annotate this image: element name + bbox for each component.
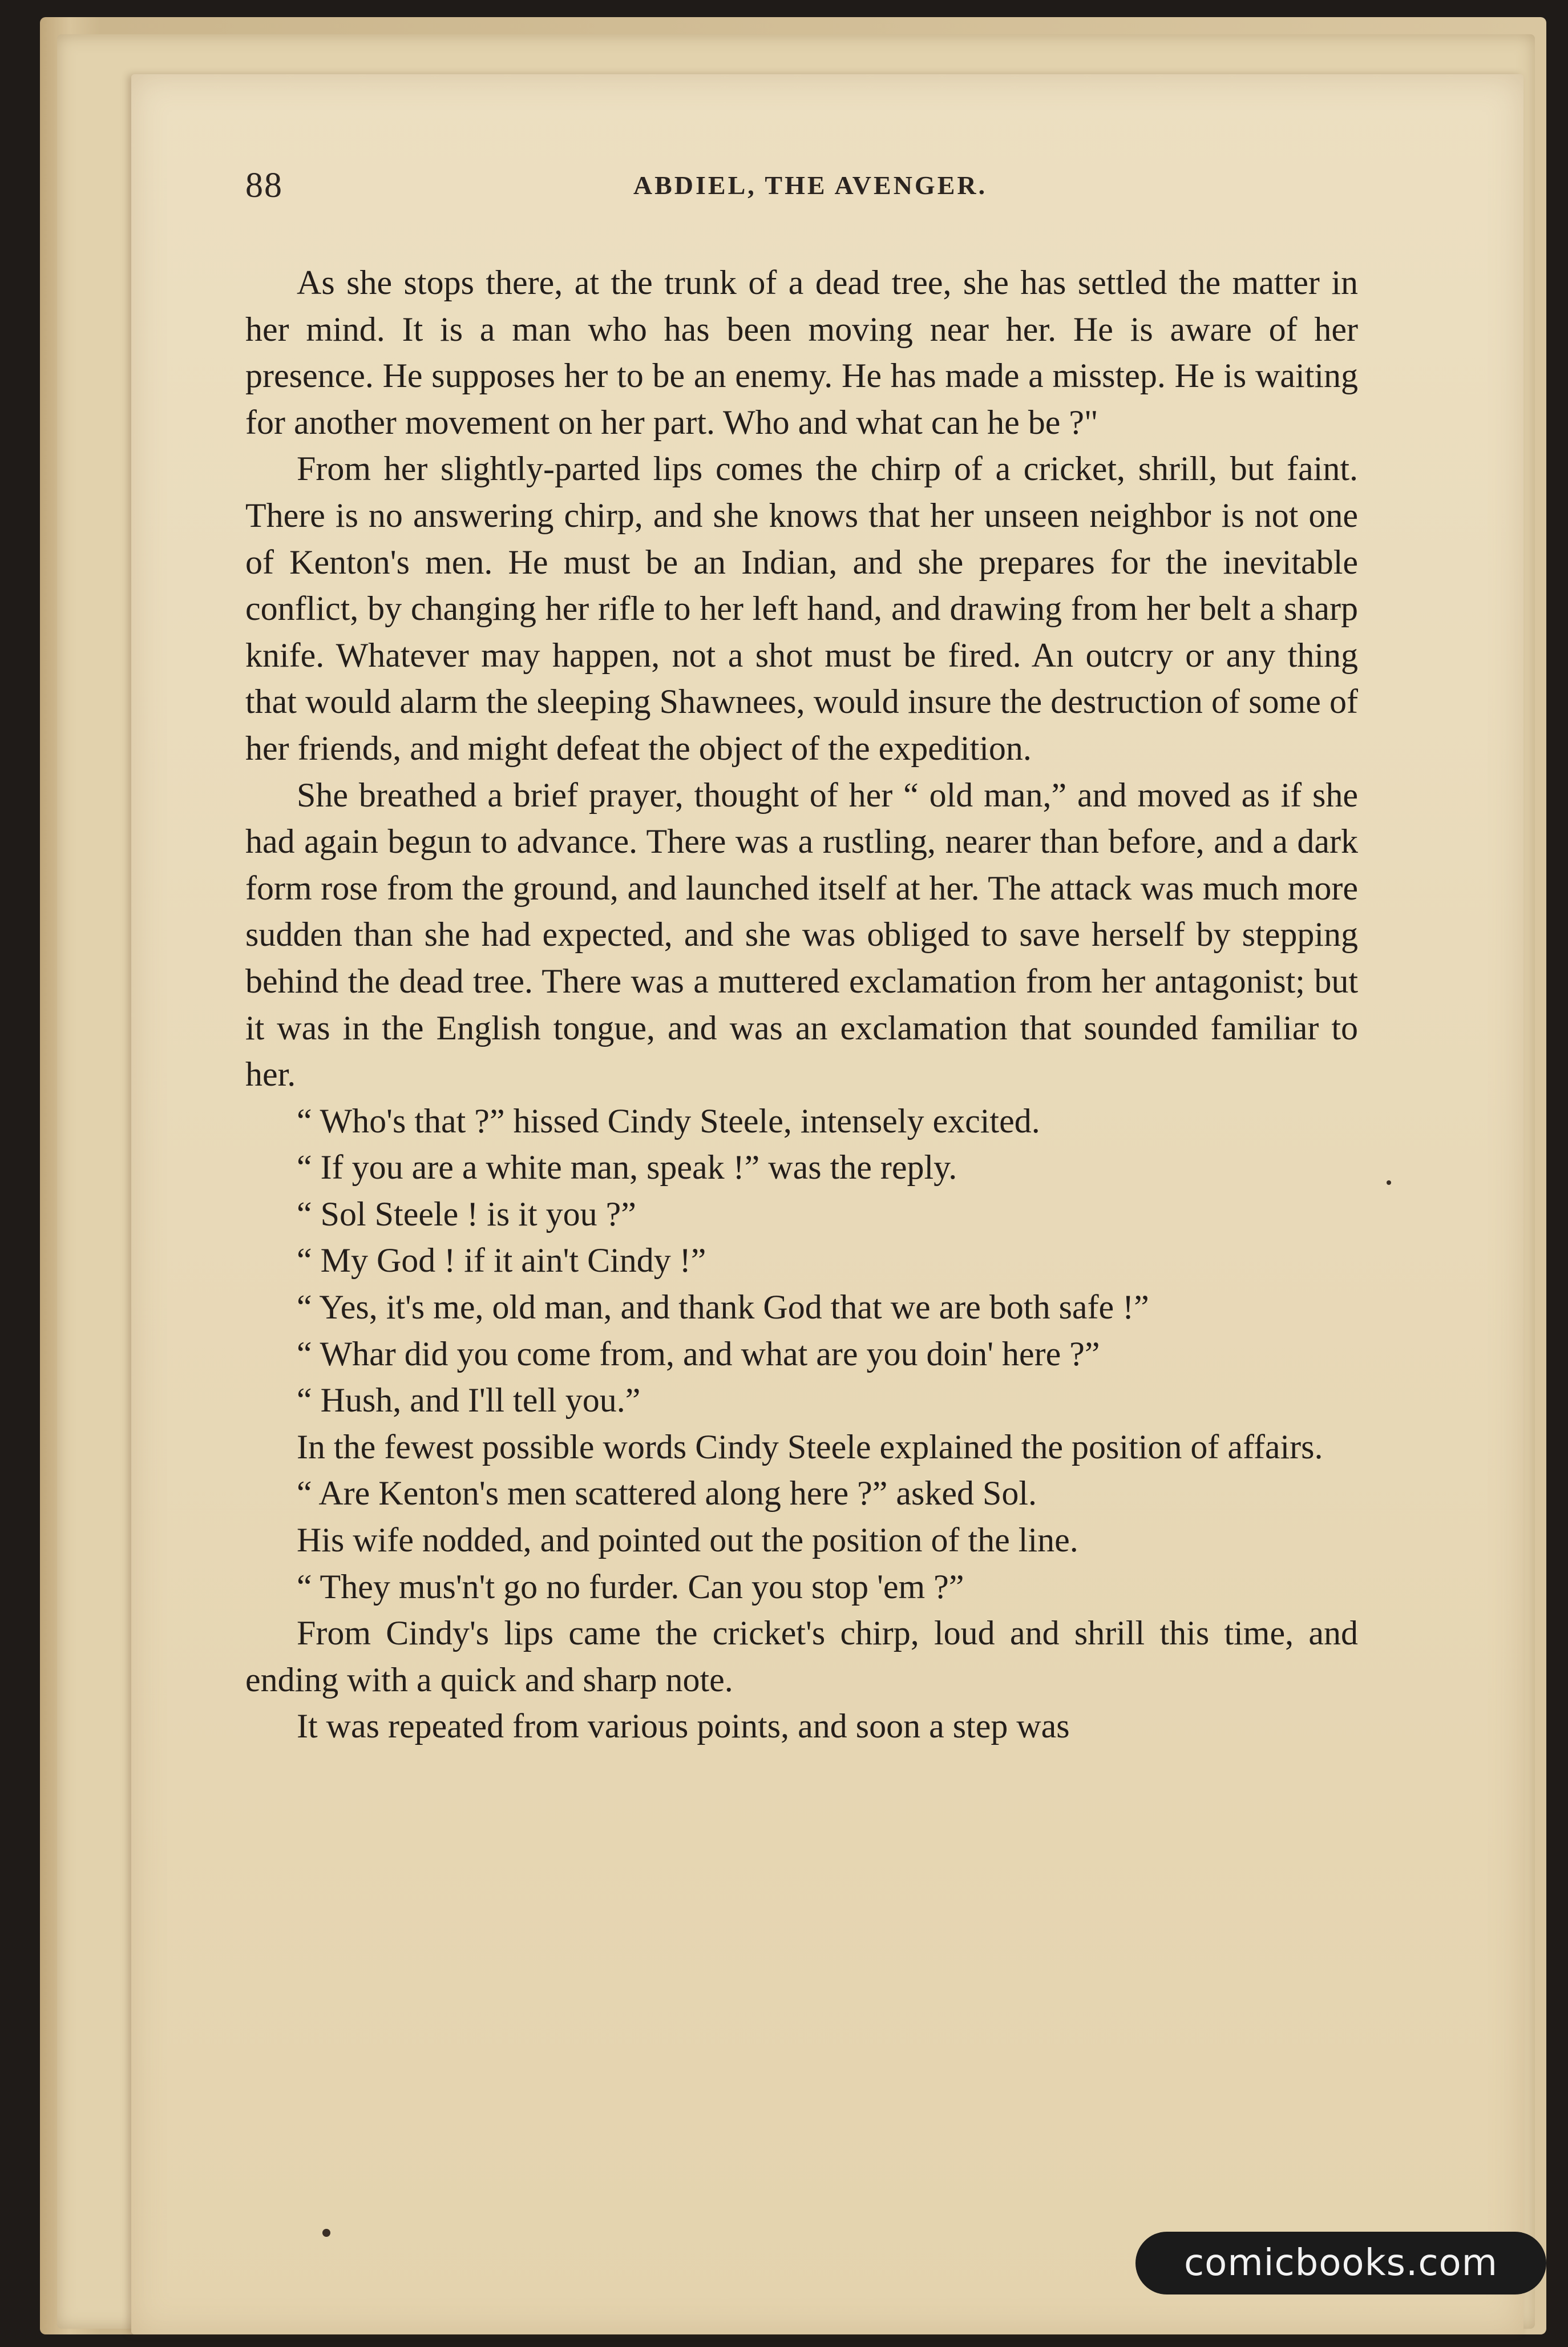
page-body (245, 260, 1358, 1750)
page-number: 88 (245, 166, 283, 205)
dialogue-line: “ Yes, it's me, old man, and thank God that we are both safe !” (297, 1288, 1149, 1326)
paragraph: It was repeated from various points, and soon a step was (297, 1707, 1070, 1745)
ink-speck (322, 2229, 330, 2237)
dialogue-line: “ Hush, and I'll tell you.” (297, 1381, 641, 1420)
dialogue-line: “ My God ! if it ain't Cindy !” (297, 1241, 706, 1280)
dialogue-line: “ Sol Steele ! is it you ?” (297, 1195, 636, 1233)
watermark-badge: comicbooks.com (1135, 2232, 1546, 2294)
paragraph: She breathed a brief prayer, thought of her “ old man,” and moved as if she had again begun to advance. There was a rustling, nearer than before, and a dark form rose from the ground, and launched itself at her. The attack was much more sudden than she had expected, and she was obliged to save herself by stepping behind the dead tree. There was a muttered exclamation from her antagonist; but it was in the English tongue, and was an exclamation that sounded familiar to her. (245, 776, 1358, 1094)
paragraph: In the fewest possible words Cindy Steele explained the position of affairs. (297, 1427, 1323, 1466)
paragraph: As she stops there, at the trunk of a dead tree, she has settled the matter in her mind. It is a man who has been moving near her. He is aware of her presence. He supposes her to be an enemy. He has made a misstep. He is waiting for another movement on her part. Who and what can he be ?" (245, 264, 1358, 441)
dialogue-line: “ Whar did you come from, and what are you doin' here ?” (297, 1334, 1100, 1373)
page-header (245, 166, 1375, 217)
paragraph: From Cindy's lips came the cricket's chirp, loud and shrill this time, and ending with a quick and sharp note. (245, 1614, 1358, 1699)
paragraph: His wife nodded, and pointed out the position of the line. (297, 1521, 1078, 1559)
ink-speck (1387, 1180, 1391, 1185)
dialogue-line: “ Are Kenton's men scattered along here ?” asked Sol. (297, 1474, 1037, 1513)
dialogue-line: “ If you are a white man, speak !” was the reply. (297, 1148, 957, 1187)
running-title: ABDIEL, THE AVENGER. (633, 171, 988, 200)
dialogue-line: “ They mus'n't go no furder. Can you stop 'em ?” (297, 1567, 964, 1606)
paragraph: From her slightly-parted lips comes the chirp of a cricket, shrill, but faint. There is no answering chirp, and she knows that her unseen neighbor is not one of Kenton's men. He must be an Indian, and she prepares for the inevitable conflict, by changing her rifle to her left hand, and drawing from her belt a sharp knife. Whatever may happen, not a shot must be fired. An outcry or any thing that would alarm the sleeping Shawnees, would insure the destruction of some of her friends, and might defeat the object of the expedition. (245, 450, 1358, 767)
dialogue-line: “ Who's that ?” hissed Cindy Steele, intensely excited. (297, 1102, 1040, 1140)
